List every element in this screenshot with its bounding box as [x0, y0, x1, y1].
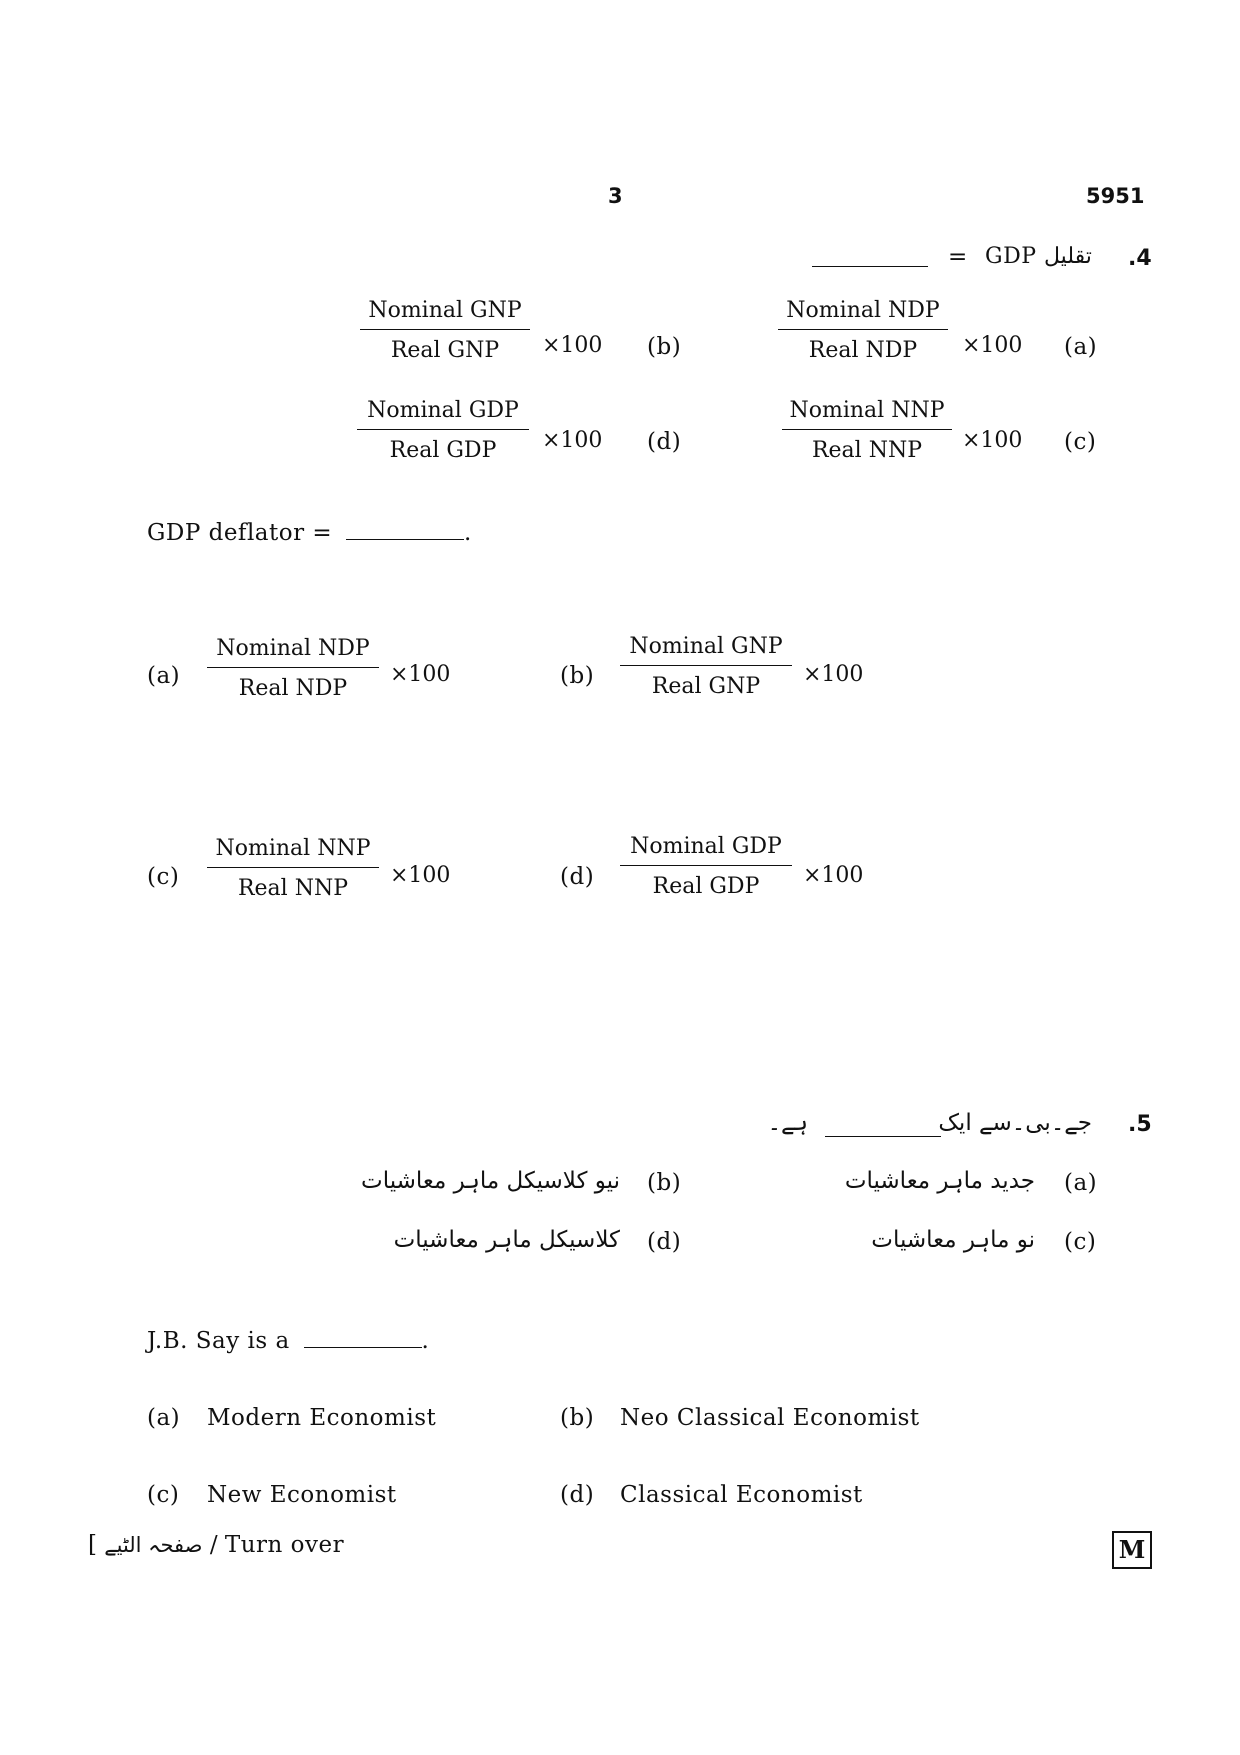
q5-urdu-option-b-label: (b) — [647, 1170, 682, 1196]
q5-english-option-b-text: Neo Classical Economist — [620, 1405, 920, 1431]
q4-urdu-option-d-mult: ×100 — [542, 428, 603, 453]
q5-english-option-d-text: Classical Economist — [620, 1482, 863, 1508]
q5-english-option-c-text: New Economist — [207, 1482, 397, 1508]
q5-english-prompt-text: J.B. Say is a — [147, 1328, 290, 1354]
paper-code: 5951 — [1086, 184, 1145, 208]
q5-urdu-option-a-label: (a) — [1064, 1170, 1098, 1196]
q4-english-option-b-label: (b) — [560, 663, 595, 689]
q5-urdu-option-d-label: (d) — [647, 1229, 682, 1255]
q4-urdu-option-c-fraction — [782, 398, 952, 463]
denominator: Real NDP — [238, 676, 348, 701]
q5-english-option-b-label: (b) — [560, 1405, 595, 1431]
numerator: Nominal GNP — [629, 634, 783, 659]
q4-english-option-a-label: (a) — [147, 663, 181, 689]
q4-english-prompt — [147, 520, 472, 546]
q4-number: .4 — [1128, 246, 1152, 271]
q4-urdu-option-d-label: (d) — [647, 429, 682, 455]
q4-urdu-option-a-fraction — [778, 298, 948, 363]
q4-english-option-d-label: (d) — [560, 864, 595, 890]
turn-over-urdu: صفحہ الٹیے — [104, 1533, 203, 1557]
denominator: Real GNP — [390, 338, 500, 363]
q4-english-option-c-label: (c) — [147, 864, 180, 890]
q5-english-prompt — [147, 1328, 429, 1354]
q4-english-prompt-text: GDP deflator = — [147, 520, 333, 546]
turn-over-text: / Turn over — [209, 1532, 345, 1558]
q5-english-option-a-label: (a) — [147, 1405, 181, 1431]
q4-urdu-option-b-fraction — [360, 298, 530, 363]
denominator: Real NDP — [808, 338, 918, 363]
q5-urdu-blank — [825, 1136, 941, 1137]
denominator: Real GDP — [652, 874, 760, 899]
q4-urdu-option-a-mult: ×100 — [962, 333, 1023, 358]
q5-urdu-option-c-text: نو ماہر معاشیات — [871, 1227, 1035, 1253]
q5-urdu-option-b-text: نیو کلاسیکل ماہر معاشیات — [361, 1168, 620, 1194]
q5-english-option-d-label: (d) — [560, 1482, 595, 1508]
numerator: Nominal GDP — [630, 834, 782, 859]
q4-urdu-blank — [812, 266, 928, 267]
q4-english-option-a-mult: ×100 — [390, 662, 451, 687]
q5-english-blank — [304, 1347, 422, 1348]
q4-english-option-d-fraction — [620, 834, 792, 899]
q4-urdu-equals: = — [948, 244, 968, 270]
period: . — [464, 520, 472, 546]
q5-urdu-prompt-end: ہے۔ — [767, 1110, 808, 1136]
q5-english-option-a-text: Modern Economist — [207, 1405, 437, 1431]
q5-number: .5 — [1128, 1112, 1152, 1137]
q4-english-option-d-mult: ×100 — [803, 863, 864, 888]
q5-urdu-prompt-start: جے۔بی۔سے ایک — [938, 1110, 1092, 1136]
period: . — [421, 1328, 430, 1354]
numerator: Nominal GDP — [367, 398, 519, 423]
q4-english-option-c-mult: ×100 — [390, 863, 451, 888]
q5-urdu-option-c-label: (c) — [1064, 1229, 1097, 1255]
numerator: Nominal NNP — [789, 398, 945, 423]
q4-english-option-a-fraction — [207, 636, 379, 701]
q4-urdu-option-a-label: (a) — [1064, 334, 1098, 360]
q4-urdu-option-c-mult: ×100 — [962, 428, 1023, 453]
page-number: 3 — [608, 184, 623, 208]
q4-english-option-c-fraction — [207, 836, 379, 901]
q4-urdu-option-c-label: (c) — [1064, 429, 1097, 455]
q4-english-option-b-mult: ×100 — [803, 662, 864, 687]
q4-urdu-option-d-fraction — [357, 398, 529, 463]
denominator: Real GDP — [389, 438, 497, 463]
numerator: Nominal NDP — [786, 298, 940, 323]
q4-english-option-b-fraction — [620, 634, 792, 699]
q4-urdu-option-b-label: (b) — [647, 334, 682, 360]
q5-urdu-option-d-text: کلاسیکل ماہر معاشیات — [393, 1227, 620, 1253]
m-mark-box: M — [1112, 1531, 1152, 1569]
q4-english-blank — [346, 539, 464, 540]
q5-urdu-option-a-text: جدید ماہر معاشیات — [844, 1168, 1035, 1194]
numerator: Nominal NNP — [215, 836, 371, 861]
numerator: Nominal GNP — [368, 298, 522, 323]
q5-english-option-c-label: (c) — [147, 1482, 180, 1508]
denominator: Real NNP — [811, 438, 923, 463]
denominator: Real NNP — [237, 876, 349, 901]
q4-urdu-prompt: GDP تقلیل — [985, 244, 1092, 269]
denominator: Real GNP — [651, 674, 761, 699]
numerator: Nominal NDP — [216, 636, 370, 661]
q4-urdu-option-b-mult: ×100 — [542, 333, 603, 358]
bracket: [ — [88, 1532, 97, 1558]
turn-over-note — [88, 1532, 344, 1558]
